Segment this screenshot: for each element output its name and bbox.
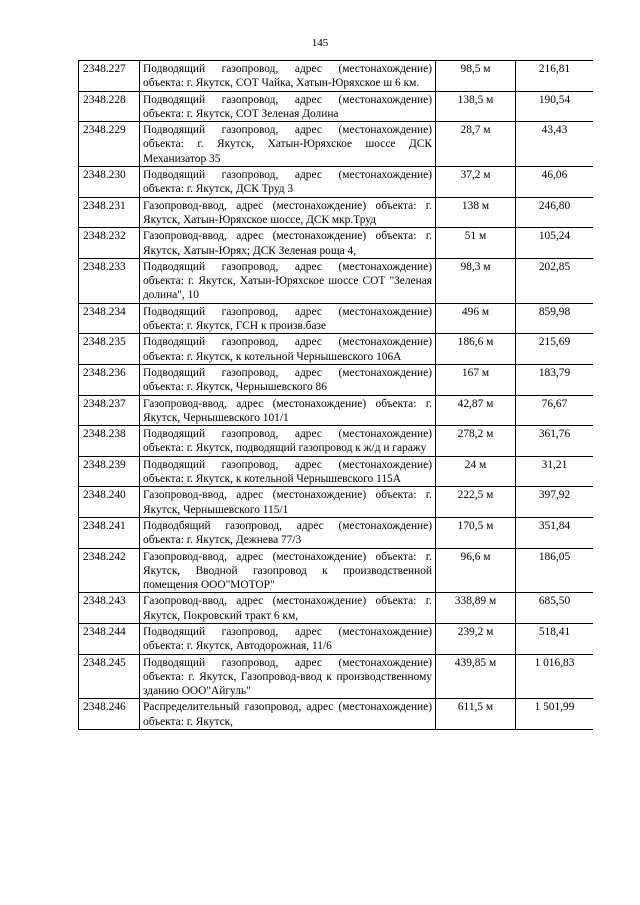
- row-description-cell: Подводящий газопровод, адрес (местонахождение) объекта: г. Якутск, Чернышевского 86: [140, 364, 436, 395]
- row-length-cell: 186,6 м: [436, 334, 516, 365]
- table-row: [79, 593, 594, 624]
- row-length-cell: 98,3 м: [436, 258, 516, 303]
- table-row: [79, 623, 594, 654]
- row-description-cell: Подводящий газопровод, адрес (местонахождение) объекта: г. Якутск, СОТ Чайка, Хатын-Юряхское ш 6 км.: [140, 61, 436, 92]
- row-code-cell: 2348.241: [79, 517, 140, 548]
- row-value-cell: 859,98: [516, 303, 594, 334]
- document-table-container: [78, 60, 593, 852]
- row-length-cell: 170,5 м: [436, 517, 516, 548]
- row-code-cell: 2348.228: [79, 91, 140, 122]
- row-description-cell: Подводбящий газопровод, адрес (местонахождение) объекта: г. Якутск, Дежнева 77/3: [140, 517, 436, 548]
- row-code-cell: 2348.245: [79, 654, 140, 699]
- row-description-cell: Газопровод-ввод, адрес (местонахождение) объекта: г. Якутск, Вводной газопровод к производственной помещения ООО"МОТОР": [140, 548, 436, 593]
- row-length-cell: 96,6 м: [436, 548, 516, 593]
- row-length-cell: 51 м: [436, 228, 516, 259]
- row-length-cell: 167 м: [436, 364, 516, 395]
- row-length-cell: 42,87 м: [436, 395, 516, 426]
- table-row: [79, 456, 594, 487]
- table-row: [79, 395, 594, 426]
- row-length-cell: 98,5 м: [436, 61, 516, 92]
- row-length-cell: 278,2 м: [436, 426, 516, 457]
- row-value-cell: 518,41: [516, 623, 594, 654]
- row-code-cell: 2348.240: [79, 487, 140, 518]
- table-row: [79, 61, 594, 92]
- row-value-cell: 186,05: [516, 548, 594, 593]
- row-code-cell: 2348.230: [79, 167, 140, 198]
- table-row: [79, 303, 594, 334]
- table-body: [79, 61, 594, 730]
- row-code-cell: 2348.233: [79, 258, 140, 303]
- row-code-cell: 2348.237: [79, 395, 140, 426]
- row-code-cell: 2348.227: [79, 61, 140, 92]
- table-row: [79, 197, 594, 228]
- table-row: [79, 548, 594, 593]
- row-length-cell: 37,2 м: [436, 167, 516, 198]
- table-row: [79, 334, 594, 365]
- row-value-cell: 105,24: [516, 228, 594, 259]
- row-value-cell: 43,43: [516, 122, 594, 167]
- row-code-cell: 2348.232: [79, 228, 140, 259]
- row-value-cell: 215,69: [516, 334, 594, 365]
- row-value-cell: 397,92: [516, 487, 594, 518]
- row-value-cell: 183,79: [516, 364, 594, 395]
- row-description-cell: Подводящий газопровод, адрес (местонахождение) объекта: г. Якутск, Хатын-Юряхское шоссе ДСК Механизатор 35: [140, 122, 436, 167]
- row-description-cell: Подводящий газопровод, адрес (местонахождение) объекта: г. Якутск, Газопровод-ввод к производственному зданию ООО"Айгуль": [140, 654, 436, 699]
- row-value-cell: 1 016,83: [516, 654, 594, 699]
- row-length-cell: 28,7 м: [436, 122, 516, 167]
- row-value-cell: 351,84: [516, 517, 594, 548]
- row-value-cell: 685,50: [516, 593, 594, 624]
- row-description-cell: Подводящий газопровод, адрес (местонахождение) объекта: г. Якутск, СОТ Зеленая Долина: [140, 91, 436, 122]
- row-description-cell: Газопровод-ввод, адрес (местонахождение) объекта: г. Якутск, Хатын-Юряхское шоссе, ДСК мкр.Труд: [140, 197, 436, 228]
- row-code-cell: 2348.239: [79, 456, 140, 487]
- table-row: [79, 699, 594, 730]
- row-value-cell: 216,81: [516, 61, 594, 92]
- table-row: [79, 228, 594, 259]
- page-number: 145: [311, 37, 329, 49]
- row-description-cell: Подводящий газопровод, адрес (местонахождение) объекта: г. Якутск, ГСН к произв.базе: [140, 303, 436, 334]
- table-row: [79, 258, 594, 303]
- row-code-cell: 2348.238: [79, 426, 140, 457]
- row-code-cell: 2348.242: [79, 548, 140, 593]
- row-value-cell: 246,80: [516, 197, 594, 228]
- row-code-cell: 2348.236: [79, 364, 140, 395]
- row-length-cell: 439,85 м: [436, 654, 516, 699]
- table-row: [79, 517, 594, 548]
- row-value-cell: 31,21: [516, 456, 594, 487]
- row-description-cell: Газопровод-ввод, адрес (местонахождение) объекта: г. Якутск, Чернышевского 115/1: [140, 487, 436, 518]
- row-value-cell: 1 501,99: [516, 699, 594, 730]
- row-description-cell: Подводящий газопровод, адрес (местонахождение) объекта: г. Якутск, подводящий газопровод к ж/д и гаражу: [140, 426, 436, 457]
- row-code-cell: 2348.244: [79, 623, 140, 654]
- gas-pipeline-table: [78, 60, 593, 730]
- row-length-cell: 611,5 м: [436, 699, 516, 730]
- table-row: [79, 426, 594, 457]
- row-description-cell: Газопровод-ввод, адрес (местонахождение) объекта: г. Якутск, Хатын-Юрях; ДСК Зеленая роща 4,: [140, 228, 436, 259]
- row-code-cell: 2348.229: [79, 122, 140, 167]
- row-value-cell: 76,67: [516, 395, 594, 426]
- row-value-cell: 361,76: [516, 426, 594, 457]
- row-description-cell: Подводящий газопровод, адрес (местонахождение) объекта: г. Якутск, Автодорожная, 11/6: [140, 623, 436, 654]
- table-row: [79, 91, 594, 122]
- row-value-cell: 190,54: [516, 91, 594, 122]
- row-description-cell: Газопровод-ввод, адрес (местонахождение) объекта: г. Якутск, Покровский тракт 6 км,: [140, 593, 436, 624]
- row-description-cell: Подводящий газопровод, адрес (местонахождение) объекта: г. Якутск, ДСК Труд 3: [140, 167, 436, 198]
- row-length-cell: 222,5 м: [436, 487, 516, 518]
- row-length-cell: 496 м: [436, 303, 516, 334]
- row-code-cell: 2348.246: [79, 699, 140, 730]
- row-value-cell: 46,06: [516, 167, 594, 198]
- row-length-cell: 239,2 м: [436, 623, 516, 654]
- table-row: [79, 654, 594, 699]
- row-description-cell: Подводящий газопровод, адрес (местонахождение) объекта: г. Якутск, к котельной Чернышевского 115А: [140, 456, 436, 487]
- row-length-cell: 338,89 м: [436, 593, 516, 624]
- row-length-cell: 138,5 м: [436, 91, 516, 122]
- row-length-cell: 138 м: [436, 197, 516, 228]
- row-code-cell: 2348.243: [79, 593, 140, 624]
- table-row: [79, 122, 594, 167]
- row-code-cell: 2348.235: [79, 334, 140, 365]
- row-value-cell: 202,85: [516, 258, 594, 303]
- row-length-cell: 24 м: [436, 456, 516, 487]
- row-description-cell: Подводящий газопровод, адрес (местонахождение) объекта: г. Якутск, Хатын-Юряхское шоссе СОТ "Зеленая долина", 10: [140, 258, 436, 303]
- row-description-cell: Подводящий газопровод, адрес (местонахождение) объекта: г. Якутск, к котельной Чернышевского 106А: [140, 334, 436, 365]
- table-row: [79, 487, 594, 518]
- row-code-cell: 2348.234: [79, 303, 140, 334]
- row-code-cell: 2348.231: [79, 197, 140, 228]
- table-row: [79, 364, 594, 395]
- row-description-cell: Газопровод-ввод, адрес (местонахождение) объекта: г. Якутск, Чернышевского 101/1: [140, 395, 436, 426]
- table-row: [79, 167, 594, 198]
- row-description-cell: Распределительный газопровод, адрес (местонахождение) объекта: г. Якутск,: [140, 699, 436, 730]
